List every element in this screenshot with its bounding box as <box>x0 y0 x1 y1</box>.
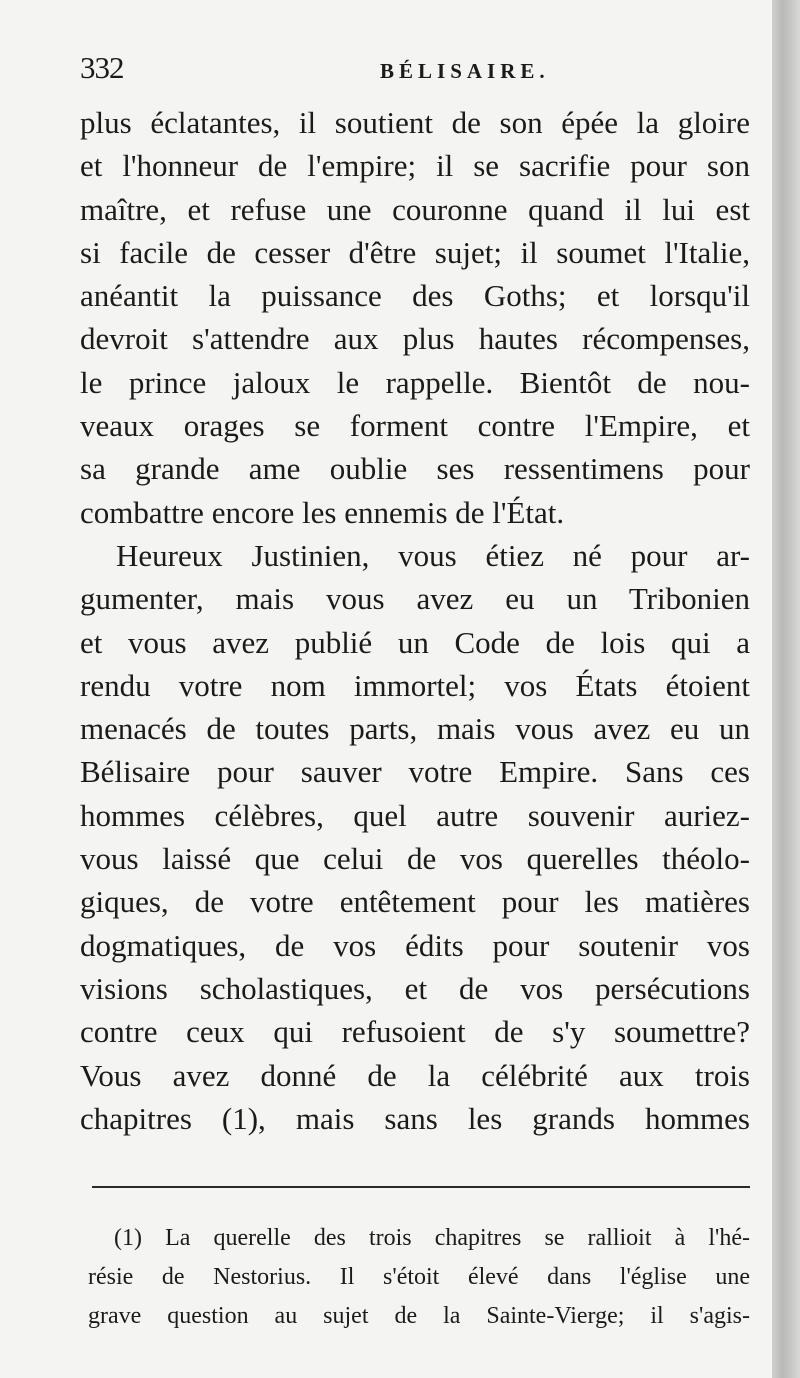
text-line: dogmatiques, de vos édits pour soutenir vos <box>80 927 750 963</box>
text-line: sa grande ame oublie ses ressentimens pour <box>80 451 750 487</box>
text-line: Bélisaire pour sauver votre Empire. Sans ces <box>80 754 750 790</box>
text-line: menacés de toutes parts, mais vous avez eu un <box>80 711 750 747</box>
text-line: si facile de cesser d'être sujet; il soumet l'Italie, <box>80 234 750 270</box>
text-line: hommes célèbres, quel autre souvenir auriez- <box>80 797 750 833</box>
text-line: plus éclatantes, il soutient de son épée la gloire <box>80 105 750 140</box>
footnote-line: (1) La querelle des trois chapitres se rallioit à l'hé- <box>114 1225 750 1251</box>
text-line: vous laissé que celui de vos querelles théolo- <box>80 841 750 877</box>
text-line: giques, de votre entêtement pour les matières <box>80 884 750 920</box>
text-line: veaux orages se forment contre l'Empire, et <box>80 408 750 444</box>
text-line: Vous avez donné de la célébrité aux trois <box>80 1057 750 1093</box>
text-line: et vous avez publié un Code de lois qui a <box>80 624 750 660</box>
page-edge-shadow <box>772 0 800 1378</box>
text-line: gumenter, mais vous avez eu un Tribonien <box>80 581 750 617</box>
footnote-line: résie de Nestorius. Il s'étoit élevé dans l'église une <box>88 1264 750 1290</box>
page-header <box>80 50 750 90</box>
text-line: le prince jaloux le rappelle. Bientôt de nou- <box>80 364 750 400</box>
footnote-line: grave question au sujet de la Sainte-Vierge; il s'agis- <box>88 1303 750 1329</box>
text-line: chapitres (1), mais sans les grands hommes <box>80 1100 750 1136</box>
body-text <box>80 101 750 1140</box>
text-line: et l'honneur de l'empire; il se sacrifie pour son <box>80 148 750 184</box>
page-number: 332 <box>80 50 124 85</box>
footnote-separator-rule <box>92 1186 750 1188</box>
text-line: devroit s'attendre aux plus hautes récompenses, <box>80 321 750 357</box>
text-line: anéantit la puissance des Goths; et lorsqu'il <box>80 278 750 314</box>
text-line: maître, et refuse une couronne quand il lui est <box>80 191 750 227</box>
text-line: visions scholastiques, et de vos persécutions <box>80 970 750 1006</box>
paragraph-end-line: combattre encore les ennemis de l'État. <box>80 494 565 530</box>
paragraph-start-line: Heureux Justinien, vous étiez né pour ar- <box>116 537 750 573</box>
footnote <box>88 1219 750 1336</box>
text-line: rendu votre nom immortel; vos États étoient <box>80 667 750 703</box>
text-line: contre ceux qui refusoient de s'y soumettre? <box>80 1014 750 1050</box>
running-head: BÉLISAIRE. <box>380 59 550 83</box>
